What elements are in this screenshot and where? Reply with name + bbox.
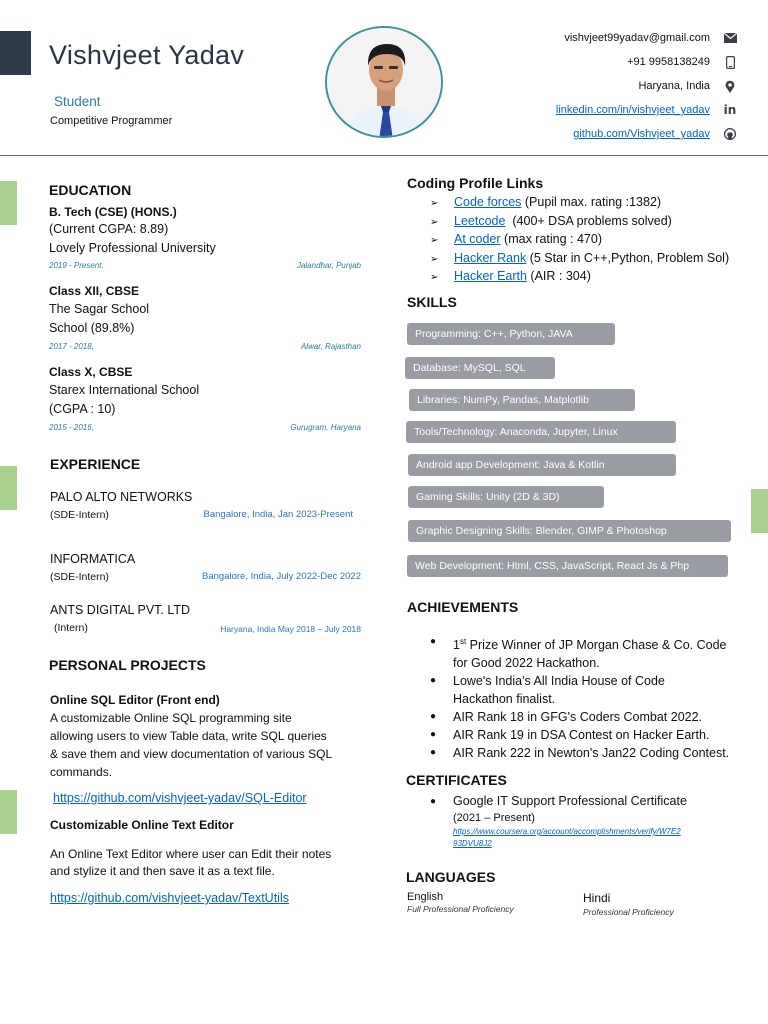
project-desc-line: commands.	[50, 765, 113, 779]
arrow-bullet-icon: ➢	[430, 216, 439, 228]
arrow-bullet-icon: ➢	[430, 272, 439, 284]
coding-profile-link[interactable]: Hacker Earth	[454, 269, 527, 284]
certificate-title: Google IT Support Professional Certificate	[453, 794, 687, 808]
arrow-bullet-icon: ➢	[430, 253, 439, 265]
section-marker	[0, 466, 17, 510]
projects-heading: PERSONAL PROJECTS	[49, 657, 206, 673]
skill-pill: Graphic Designing Skills: Blender, GIMP & Photoshop	[408, 520, 731, 542]
contact-phone: +91 9958138249	[627, 56, 710, 68]
language-name: English	[407, 891, 444, 903]
candidate-name: Vishvjeet Yadav	[49, 40, 245, 70]
experience-company: INFORMATICA	[50, 552, 136, 566]
education-line: (CGPA : 10)	[49, 402, 116, 416]
coding-profile-detail: (max rating : 470)	[500, 232, 602, 247]
project-desc-line: and stylize it and then save it as a text file.	[50, 864, 275, 878]
profile-photo	[325, 26, 443, 138]
skill-pill: Database: MySQL, SQL	[405, 357, 555, 379]
project-link[interactable]: https://github.com/vishvjeet-yadav/TextUtils	[50, 891, 289, 905]
bullet-icon: ●	[430, 636, 437, 647]
experience-meta: Bangalore, India, Jan 2023-Present	[203, 509, 353, 520]
education-line: Starex International School	[49, 383, 200, 397]
skill-pill: Web Development: Html, CSS, JavaScript, React Js & Php	[407, 555, 728, 577]
language-name: Hindi	[583, 891, 611, 905]
skill-pill: Tools/Technology: Anaconda, Jupyter, Linux	[406, 421, 676, 443]
candidate-subtitle: Competitive Programmer	[50, 115, 173, 127]
education-line: School (89.8%)	[49, 321, 135, 335]
experience-meta: Bangalore, India, July 2022-Dec 2022	[202, 571, 361, 582]
section-marker	[751, 489, 768, 533]
github-icon	[721, 122, 739, 146]
experience-role: (Intern)	[54, 622, 88, 634]
section-marker	[0, 181, 17, 225]
skill-pill: Libraries: NumPy, Pandas, Matplotlib	[409, 389, 635, 411]
coding-profile-detail: (Pupil max. rating :1382)	[521, 195, 662, 209]
bullet-icon: ●	[430, 796, 437, 807]
contact-location: Haryana, India	[638, 80, 710, 92]
experience-company: PALO ALTO NETWORKS	[50, 490, 193, 504]
certificate-item	[407, 793, 752, 850]
education-line: (Current CGPA: 8.89)	[49, 222, 169, 236]
language-level: Full Professional Proficiency	[407, 904, 514, 914]
bullet-icon: ●	[430, 729, 437, 741]
arrow-bullet-icon: ➢	[430, 235, 439, 247]
certificate-url[interactable]: 93DVU8J2	[453, 839, 492, 848]
experience-role: (SDE-Intern)	[50, 571, 109, 583]
education-place: Gurugram, Haryana	[290, 423, 361, 432]
education-place: Jalandhar, Punjab	[296, 261, 361, 270]
skills-heading: SKILLS	[407, 294, 457, 310]
coding-profile-detail: (AIR : 304)	[526, 269, 591, 284]
coding-profile-item	[430, 268, 729, 287]
experience-company: ANTS DIGITAL PVT. LTD	[50, 603, 191, 617]
bullet-icon: ●	[430, 711, 437, 723]
achievement-item: ● AIR Rank 19 in DSA Contest on Hacker Earth.	[430, 728, 710, 743]
project-desc-line: allowing users to view Table data, write SQL queries	[50, 729, 327, 743]
coding-profile-item	[430, 250, 729, 269]
project-desc-line: A customizable Online SQL programming site	[50, 711, 292, 725]
skill-pill: Gaming Skills: Unity (2D & 3D)	[408, 486, 604, 508]
phone-icon	[721, 50, 739, 74]
bullet-icon: ●	[430, 747, 437, 759]
language-level: Professional Proficiency	[583, 907, 674, 917]
education-heading: EDUCATION	[49, 182, 132, 198]
education-period: 2017 - 2018,	[49, 342, 94, 351]
contact-block	[556, 26, 710, 146]
languages-heading: LANGUAGES	[406, 869, 496, 885]
achievement-item: ● AIR Rank 222 in Newton's Jan22 Coding Contest.	[430, 746, 730, 761]
achievement-item: ● Lowe's India's All India House of Code Hackathon finalist.	[430, 674, 665, 707]
contact-email[interactable]: vishvjeet99yadav@gmail.com	[564, 32, 710, 44]
contact-github-link[interactable]: github.com/Vishvjeet_yadav	[573, 128, 710, 140]
education-title: Class X, CBSE	[49, 365, 133, 379]
coding-profiles-list	[430, 194, 729, 287]
coding-profile-link[interactable]: Hacker Rank	[454, 250, 527, 265]
coding-profile-item	[430, 194, 729, 213]
coding-profile-link[interactable]: Leetcode	[454, 213, 506, 228]
experience-meta: Haryana, India May 2018 – July 2018	[220, 624, 361, 634]
education-period: 2015 - 2016,	[49, 423, 94, 432]
achievement-item: ● 1st Prize Winner of JP Morgan Chase & Co. Code for Good 2022 Hackathon.	[407, 633, 752, 672]
education-title: Class XII, CBSE	[49, 284, 140, 298]
bullet-icon: ●	[430, 675, 437, 687]
coding-profiles-heading: Coding Profile Links	[407, 175, 544, 191]
project-desc-line: An Online Text Editor where user can Edit their notes	[50, 847, 332, 861]
coding-profile-detail: (400+ DSA problems solved)	[505, 213, 672, 228]
education-line: The Sagar School	[49, 302, 150, 316]
education-place: Alwar, Rajasthan	[300, 342, 361, 351]
header-accent-bar	[0, 31, 31, 75]
experience-role: (SDE-Intern)	[50, 509, 109, 521]
achievements-heading: ACHIEVEMENTS	[407, 599, 519, 615]
envelope-icon	[721, 26, 739, 50]
project-link[interactable]: https://github.com/vishvjeet-yadav/SQL-Editor	[53, 791, 307, 805]
certificate-period: (2021 – Present)	[453, 812, 535, 824]
skill-pill: Programming: C++, Python, JAVA	[407, 323, 615, 345]
candidate-role: Student	[54, 94, 101, 109]
contact-icons	[721, 26, 739, 146]
coding-profile-item	[430, 231, 729, 250]
coding-profile-detail: (5 Star in C++,Python, Problem Sol)	[526, 250, 730, 265]
location-pin-icon	[721, 74, 739, 98]
section-marker	[0, 790, 17, 834]
header-divider	[0, 155, 768, 156]
project-desc-line: & save them and view documentation of various SQL	[50, 747, 333, 761]
education-title: B. Tech (CSE) (HONS.)	[49, 205, 177, 219]
arrow-bullet-icon: ➢	[430, 198, 439, 209]
certificate-url[interactable]: https://www.coursera.org/account/accomplishments/verify/W7E2	[453, 827, 681, 836]
education-line: Lovely Professional University	[49, 241, 216, 255]
coding-profile-link[interactable]: Code forces	[454, 195, 522, 209]
education-period: 2019 - Present,	[49, 261, 104, 270]
linkedin-icon: in	[723, 103, 737, 117]
certificates-heading: CERTIFICATES	[406, 772, 507, 788]
contact-linkedin-link[interactable]: linkedin.com/in/vishvjeet_yadav	[555, 104, 710, 116]
coding-profile-item	[430, 213, 729, 232]
project-title: Customizable Online Text Editor	[50, 818, 234, 832]
project-title: Online SQL Editor (Front end)	[50, 693, 220, 707]
coding-profile-link[interactable]: At coder	[454, 232, 501, 247]
experience-heading: EXPERIENCE	[50, 456, 141, 472]
achievement-item: ● AIR Rank 18 in GFG's Coders Combat 2022.	[430, 710, 703, 725]
skill-pill: Android app Development: Java & Kotlin	[408, 454, 676, 476]
achievements-list	[407, 633, 752, 762]
